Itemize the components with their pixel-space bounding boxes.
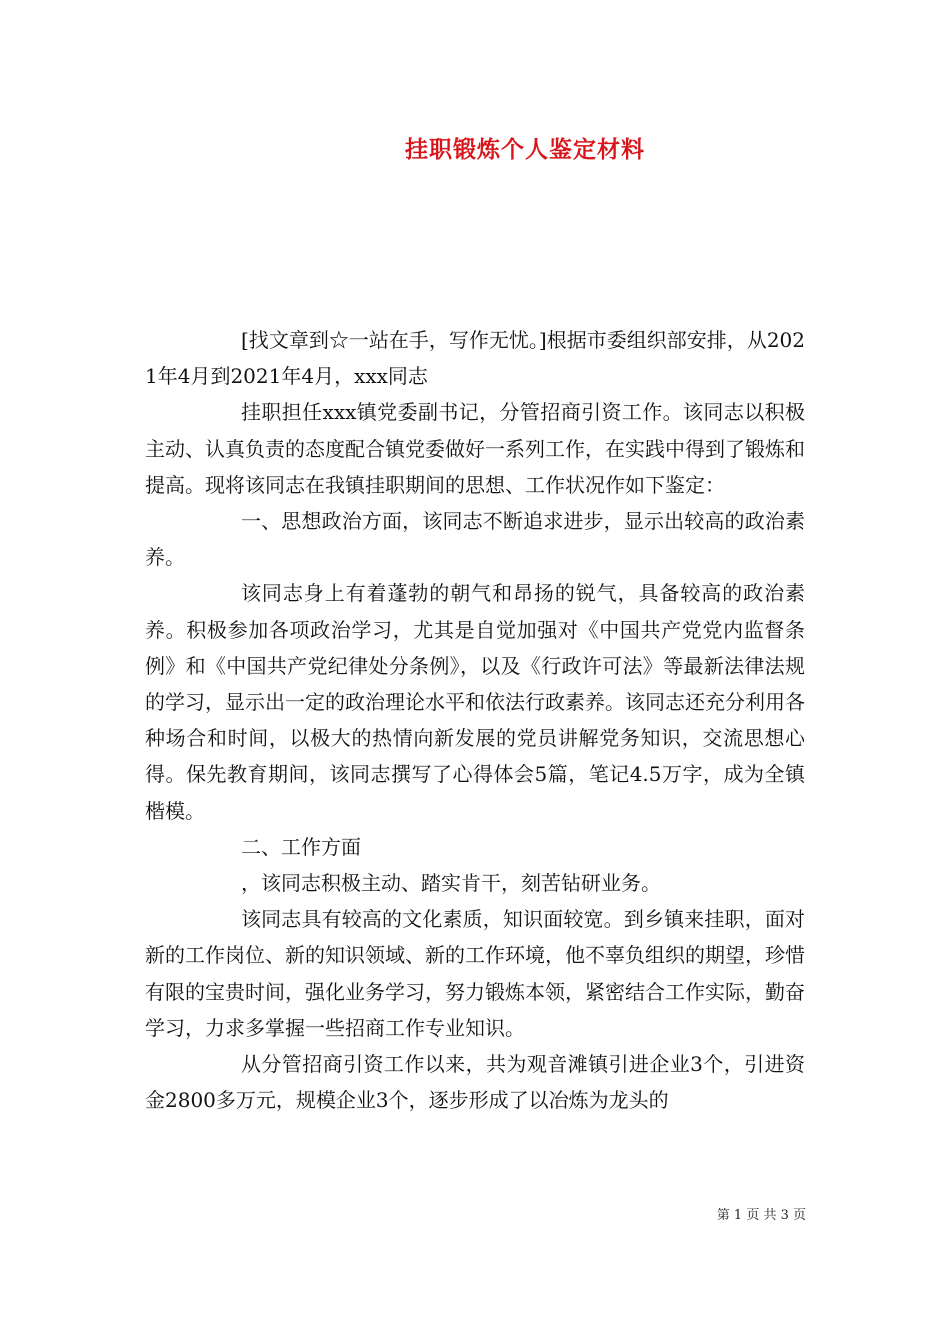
paragraph: 二、工作方面 xyxy=(241,834,361,859)
paragraph: 该同志身上有着蓬勃的朝气和昂扬的锐气，具备较高的政治素养。积极参加各项政治学习，尤其是自觉加强对《中国共产党党内监督条例》和《中国共产党纪律处分条例》，以及《行政许可法》等最新法律法规的学习，显示出一定的政治理论水平和依法行政素养。该同志还充分利用各种场合和时间，以极大的热情向新发展的党员讲解党务知识，交流思想心得。保先教育期间，该同志撰写了心得体会5篇，笔记4.5万字，成为全镇楷模。 xyxy=(145,581,805,823)
page-number-footer: 第 1 页 共 3 页 xyxy=(716,1208,806,1223)
paragraph: 挂职担任xxx镇党委副书记，分管招商引资工作。该同志以积极主动、认真负责的态度配合镇党委做好一系列工作，在实践中得到了锻炼和提高。现将该同志在我镇挂职期间的思想、工作状况作如下鉴定： xyxy=(145,400,805,497)
paragraph: 该同志具有较高的文化素质，知识面较宽。到乡镇来挂职，面对新的工作岗位、新的知识领域、新的工作环境，他不辜负组织的期望，珍惜有限的宝贵时间，强化业务学习，努力锻炼本领，紧密结合工作实际，勤奋学习，力求多掌握一些招商工作专业知识。 xyxy=(145,907,805,1040)
document-body xyxy=(145,322,805,1118)
paragraph: ，该同志积极主动、踏实肯干，刻苦钻研业务。 xyxy=(241,871,661,896)
document-title: 挂职锻炼个人鉴定材料 xyxy=(405,136,645,163)
paragraph: 一、思想政治方面，该同志不断追求进步，显示出较高的政治素养。 xyxy=(145,509,805,570)
paragraph: [找文章到☆一站在手，写作无忧。]根据市委组织部安排，从2021年4月到2021年4月，xxx同志 xyxy=(145,328,805,389)
paragraph: 从分管招商引资工作以来，共为观音滩镇引进企业3个，引进资金2800多万元，规模企业3个，逐步形成了以冶炼为龙头的 xyxy=(145,1052,805,1113)
